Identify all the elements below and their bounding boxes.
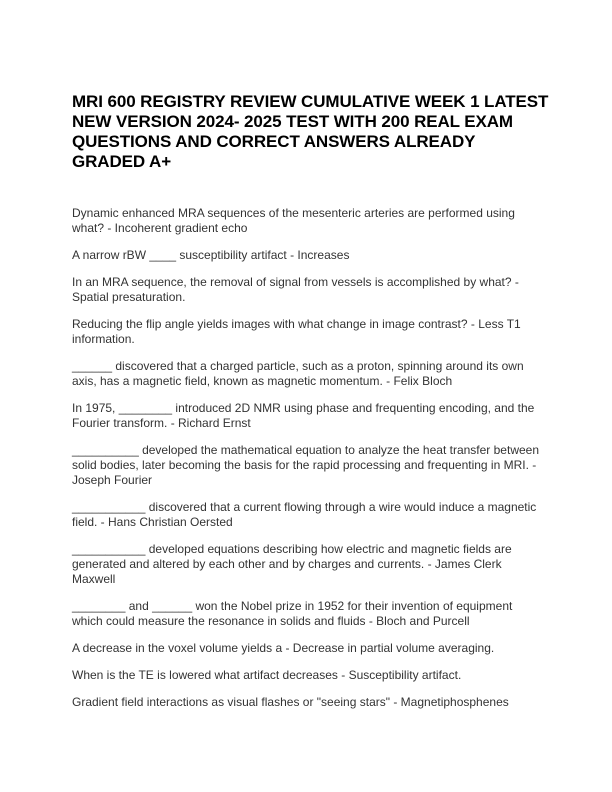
qa-item-5: ______ discovered that a charged particle, such as a proton, spinning around its own axis, has a magnetic field, known as magnetic momentum. - Felix Bloch xyxy=(72,359,524,388)
document-title: MRI 600 REGISTRY REVIEW CUMULATIVE WEEK 1 LATEST NEW VERSION 2024- 2025 TEST WITH 200 REAL EXAM QUESTIONS AND CORRECT ANSWERS ALREADY GRADED A+ xyxy=(72,92,549,171)
qa-item-13: Gradient field interactions as visual flashes or "seeing stars" - Magnetiphosphenes xyxy=(72,695,509,709)
qa-item-7: __________ developed the mathematical equation to analyze the heat transfer between solid bodies, later becoming the basis for the rapid processing and frequenting in MRI. - Joseph Fourier xyxy=(72,443,540,487)
qa-item-2: A narrow rBW ____ susceptibility artifact - Increases xyxy=(72,248,350,262)
qa-item-11: A decrease in the voxel volume yields a - Decrease in partial volume averaging. xyxy=(72,641,495,655)
qa-item-4: Reducing the flip angle yields images with what change in image contrast? - Less T1 information. xyxy=(72,317,521,346)
qa-item-10: ________ and ______ won the Nobel prize in 1952 for their invention of equipment which could measure the resonance in solids and fluids - Bloch and Purcell xyxy=(72,599,513,628)
qa-item-9: ___________ developed equations describing how electric and magnetic fields are generated and altered by each other and by charges and currents. - James Clerk Maxwell xyxy=(72,542,512,586)
qa-item-12: When is the TE is lowered what artifact decreases - Susceptibility artifact. xyxy=(72,668,462,682)
qa-item-1: Dynamic enhanced MRA sequences of the mesenteric arteries are performed using what? - Incoherent gradient echo xyxy=(72,206,515,235)
qa-list xyxy=(72,206,546,722)
qa-item-3: In an MRA sequence, the removal of signal from vessels is accomplished by what? - Spatial presaturation. xyxy=(72,275,519,304)
qa-item-6: In 1975, ________ introduced 2D NMR using phase and frequenting encoding, and the Fourier transform. - Richard Ernst xyxy=(72,401,535,430)
qa-item-8: ___________ discovered that a current flowing through a wire would induce a magnetic field. - Hans Christian Oersted xyxy=(72,500,537,529)
